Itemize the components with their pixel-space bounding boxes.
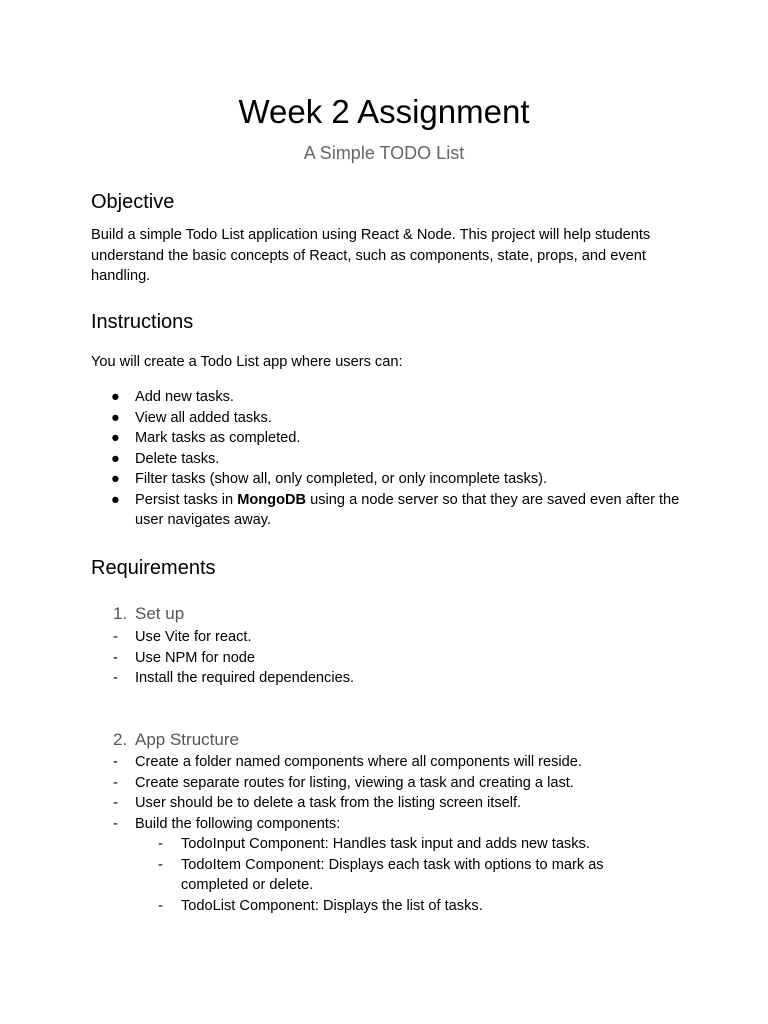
list-item bbox=[91, 752, 711, 773]
list-item bbox=[91, 428, 691, 449]
list-item bbox=[91, 627, 711, 648]
dash-icon: - bbox=[158, 856, 163, 873]
bullet-icon: ● bbox=[111, 450, 120, 467]
list-item-text: TodoInput Component: Handles task input and adds new tasks. bbox=[181, 836, 590, 852]
list-item bbox=[91, 773, 711, 794]
dash-icon: - bbox=[113, 754, 118, 770]
bullet-icon: ● bbox=[111, 491, 120, 508]
instructions-intro: You will create a Todo List app where users can: bbox=[91, 354, 403, 370]
bullet-icon: ● bbox=[111, 389, 120, 405]
list-item-text: Mark tasks as completed. bbox=[135, 430, 301, 446]
list-item-text: Persist tasks in bbox=[135, 491, 238, 508]
list-item bbox=[91, 469, 691, 490]
list-item-text: Build the following components: bbox=[135, 815, 341, 832]
list-item-text: using a node server so that they are saved even after the user navigates away. bbox=[135, 491, 680, 528]
objective-text: Build a simple Todo List application using React & Node. This project will help students understand the basic concepts of React, such as components, state, props, and event handling. bbox=[91, 227, 651, 284]
app-structure-list bbox=[91, 752, 711, 916]
bullet-icon: ● bbox=[111, 430, 120, 446]
sub-list-item bbox=[91, 896, 711, 917]
objective-heading: Objective bbox=[91, 191, 175, 213]
section-heading-setup bbox=[113, 603, 184, 625]
list-item bbox=[91, 449, 691, 470]
list-item-text: Use NPM for node bbox=[135, 649, 256, 666]
section-title: Set up bbox=[135, 604, 185, 623]
dash-icon: - bbox=[113, 795, 118, 811]
list-item-text: View all added tasks. bbox=[135, 409, 272, 426]
document-title: Week 2 Assignment bbox=[238, 93, 530, 130]
list-item bbox=[91, 490, 691, 531]
list-item-text: User should be to delete a task from the listing screen itself. bbox=[135, 795, 522, 811]
bullet-icon: ● bbox=[111, 409, 120, 426]
list-item-text: Install the required dependencies. bbox=[135, 670, 355, 686]
list-item-text: Add new tasks. bbox=[135, 389, 234, 405]
section-number: 2. bbox=[113, 730, 128, 749]
list-item bbox=[91, 668, 711, 689]
list-item-text: TodoItem Component: Displays each task with options to mark as completed or delete. bbox=[181, 856, 604, 893]
list-item-text: TodoList Component: Displays the list of tasks. bbox=[181, 897, 483, 914]
instructions-heading: Instructions bbox=[91, 311, 194, 333]
dash-icon: - bbox=[113, 774, 118, 791]
dash-icon: - bbox=[158, 836, 163, 852]
document-subtitle: A Simple TODO List bbox=[303, 143, 465, 163]
requirements-heading: Requirements bbox=[91, 557, 216, 579]
section-heading-app-structure bbox=[113, 729, 239, 751]
list-item-text: Filter tasks (show all, only completed, or only incomplete tasks). bbox=[135, 471, 548, 487]
instructions-list bbox=[91, 387, 691, 531]
section-number: 1. bbox=[113, 604, 128, 623]
list-item-text: Create a folder named components where all components will reside. bbox=[135, 754, 582, 770]
list-item bbox=[91, 408, 691, 429]
list-item bbox=[91, 648, 711, 669]
bullet-icon: ● bbox=[111, 471, 120, 487]
list-item-text: Delete tasks. bbox=[135, 450, 220, 467]
list-item bbox=[91, 814, 711, 835]
sub-list-item bbox=[91, 834, 711, 855]
list-item-text: Use Vite for react. bbox=[135, 629, 252, 645]
dash-icon: - bbox=[113, 629, 118, 645]
dash-icon: - bbox=[113, 670, 118, 686]
dash-icon: - bbox=[158, 897, 163, 914]
setup-list bbox=[91, 627, 711, 689]
mongodb-emphasis: MongoDB bbox=[237, 491, 307, 508]
dash-icon: - bbox=[113, 649, 118, 666]
list-item bbox=[91, 793, 711, 814]
dash-icon: - bbox=[113, 815, 118, 832]
section-title: App Structure bbox=[135, 730, 239, 749]
list-item-text: Create separate routes for listing, viewing a task and creating a last. bbox=[135, 774, 574, 791]
list-item bbox=[91, 387, 691, 408]
sub-list-item bbox=[91, 855, 636, 896]
